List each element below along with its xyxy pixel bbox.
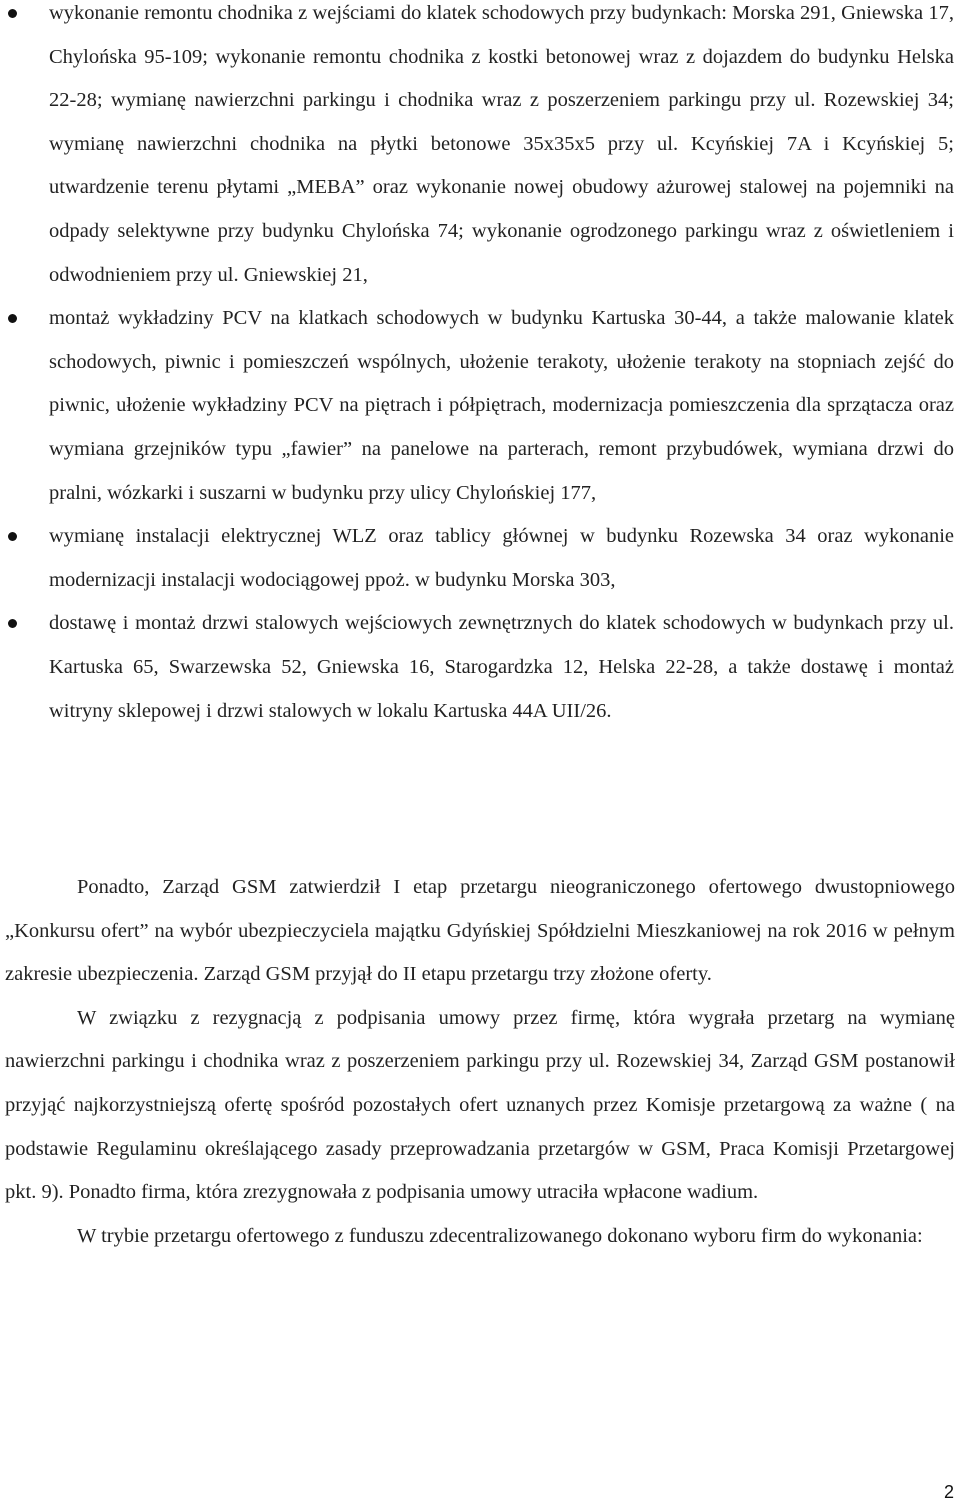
paragraph-insurance-tender: Ponadto, Zarząd GSM zatwierdził I etap przetargu nieograniczonego ofertowego dwustopniowego „Konkursu ofert” na wybór ubezpieczyciela majątku Gdyńskiej Spółdzielni Mieszkaniowej na rok 2016 w pełnym zakresie ubezpieczenia. Zarząd GSM przyjął do II etapu przetargu trzy złożone oferty.	[5, 876, 955, 986]
bullet-icon	[8, 314, 17, 323]
bullet-icon	[8, 9, 17, 18]
works-bullet-list	[0, 0, 960, 733]
paragraph-firm-selection: W trybie przetargu ofertowego z funduszu zdecentralizowanego dokonano wyboru firm do wykonania:	[77, 1224, 923, 1247]
list-item-text: wykonanie remontu chodnika z wejściami do klatek schodowych przy budynkach: Morska 291, Gniewska 17, Chylońska 95-109; wykonanie remontu chodnika z kostki betonowej wraz z dojazdem do budynku Helska 22-28; wymianę nawierzchni parkingu i chodnika wraz z poszerzeniem parkingu przy ul. Rozewskiej 34; wymianę nawierzchni chodnika na płytki betonowe 35x35x5 przy ul. Kcyńskiej 7A i Kcyńskiej 5; utwardzenie terenu płytami „MEBA” oraz wykonanie nowej obudowy ażurowej stalowej na pojemniki na odpady selektywne przy budynku Chylońska 74; wykonanie ogrodzonego parkingu wraz z oświetleniem i odwodnieniem przy ul. Gniewskiej 21,	[49, 2, 954, 286]
list-item-text: wymianę instalacji elektrycznej WLZ oraz tablicy głównej w budynku Rozewska 34 oraz wykonanie modernizacji instalacji wodociągowej ppoż. w budynku Morska 303,	[49, 525, 954, 591]
body-paragraphs	[5, 866, 955, 1258]
list-item	[0, 515, 960, 602]
list-item	[0, 0, 960, 297]
list-item	[0, 602, 960, 733]
list-item-text: montaż wykładziny PCV na klatkach schodowych w budynku Kartuska 30-44, a także malowanie klatek schodowych, piwnic i pomieszczeń wspólnych, ułożenie terakoty, ułożenie terakoty na stopniach zejść do piwnic, ułożenie wykładziny PCV na piętrach i półpiętrach, modernizacja pomieszczenia dla sprzątacza oraz wymiana grzejników typu „fawier” na panelowe na parterach, remont przybudówek, wymiana drzwi do pralni, wózkarki i suszarni w budynku przy ulicy Chylońskiej 177,	[49, 307, 954, 504]
paragraph-contract-resignation: W związku z rezygnacją z podpisania umowy przez firmę, która wygrała przetarg na wymianę nawierzchni parkingu i chodnika wraz z poszerzeniem parkingu przy ul. Rozewskiej 34, Zarząd GSM postanowił przyjąć najkorzystniejszą ofertę spośród pozostałych ofert uznanych przez Komisje przetargową za ważne ( na podstawie Regulaminu określającego zasady przeprowadzania przetargów w GSM, Praca Komisji Przetargowej pkt. 9). Ponadto firma, która zrezygnowała z podpisania umowy utraciła wpłacone wadium.	[5, 1006, 955, 1204]
list-item-text: dostawę i montaż drzwi stalowych wejściowych zewnętrznych do klatek schodowych w budynkach przy ul. Kartuska 65, Swarzewska 52, Gniewska 16, Starogardzka 12, Helska 22-28, a także dostawę i montaż witryny sklepowej i drzwi stalowych w lokalu Kartuska 44A UII/26.	[49, 612, 954, 722]
list-item	[0, 297, 960, 515]
bullet-icon	[8, 532, 17, 541]
page-number: 2	[943, 1482, 954, 1502]
bullet-icon	[8, 619, 17, 628]
